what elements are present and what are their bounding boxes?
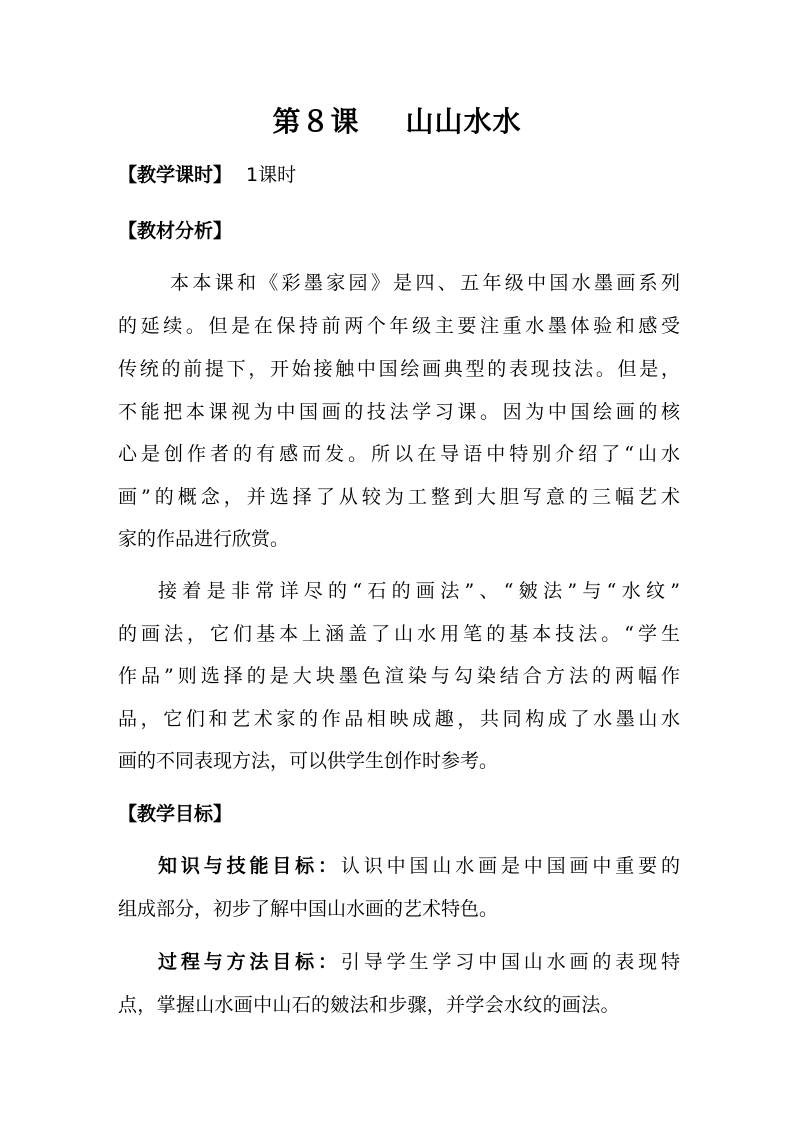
paragraph-line: 心是创作者的有感而发。所以在导语中特别介绍了“山水 <box>118 443 680 465</box>
goal-process-line2: 点，掌握山水画中山石的皴法和步骤，并学会水纹的画法。 <box>118 994 620 1016</box>
lesson-hours-label: 【教学课时】 <box>118 164 233 186</box>
lesson-hours-row <box>118 160 296 187</box>
paragraph-line: 画”的概念，并选择了从较为工整到大胆写意的三幅艺术 <box>118 486 680 508</box>
goal-knowledge-line2: 组成部分，初步了解中国山水画的艺术特色。 <box>118 898 499 920</box>
lesson-number: 第８课 <box>272 105 360 138</box>
goal-knowledge-line1 <box>158 851 680 878</box>
material-analysis-heading: 【教材分析】 <box>118 220 233 242</box>
goal-knowledge-label: 知识与技能目标： <box>158 855 341 877</box>
goal-process-text: 引导学生学习中国山水画的表现特 <box>340 951 680 973</box>
paragraph-line: 作品”则选择的是大块墨色渲染与勾染结合方法的两幅作 <box>118 665 680 687</box>
page-title <box>0 100 794 140</box>
paragraph-line: 本本课和《彩墨家园》是四、五年级中国水墨画系列 <box>170 272 680 294</box>
goal-process-label: 过程与方法目标： <box>158 951 341 973</box>
paragraph-line: 的画法，它们基本上涵盖了山水用笔的基本技法。“学生 <box>118 623 680 645</box>
teaching-goals-heading: 【教学目标】 <box>118 803 233 825</box>
paragraph-line: 画的不同表现方法，可以供学生创作时参考。 <box>118 750 499 772</box>
lesson-hours-value: 1课时 <box>246 164 297 186</box>
goal-process-line1 <box>158 947 680 974</box>
paragraph-line: 的延续。但是在保持前两个年级主要注重水墨体验和感受 <box>118 315 680 337</box>
lesson-name: 山山水水 <box>405 105 522 138</box>
paragraph-line: 接着是非常详尽的“石的画法”、“皴法”与“水纹” <box>158 580 680 602</box>
paragraph-line: 品，它们和艺术家的作品相映成趣，共同构成了水墨山水 <box>118 708 680 730</box>
paragraph-line: 不能把本课视为中国画的技法学习课。因为中国绘画的核 <box>118 401 680 423</box>
paragraph-line: 传统的前提下，开始接触中国绘画典型的表现技法。但是， <box>118 358 680 380</box>
goal-knowledge-text: 认识中国山水画是中国画中重要的 <box>340 855 680 877</box>
paragraph-line: 家的作品进行欣赏。 <box>118 528 290 550</box>
